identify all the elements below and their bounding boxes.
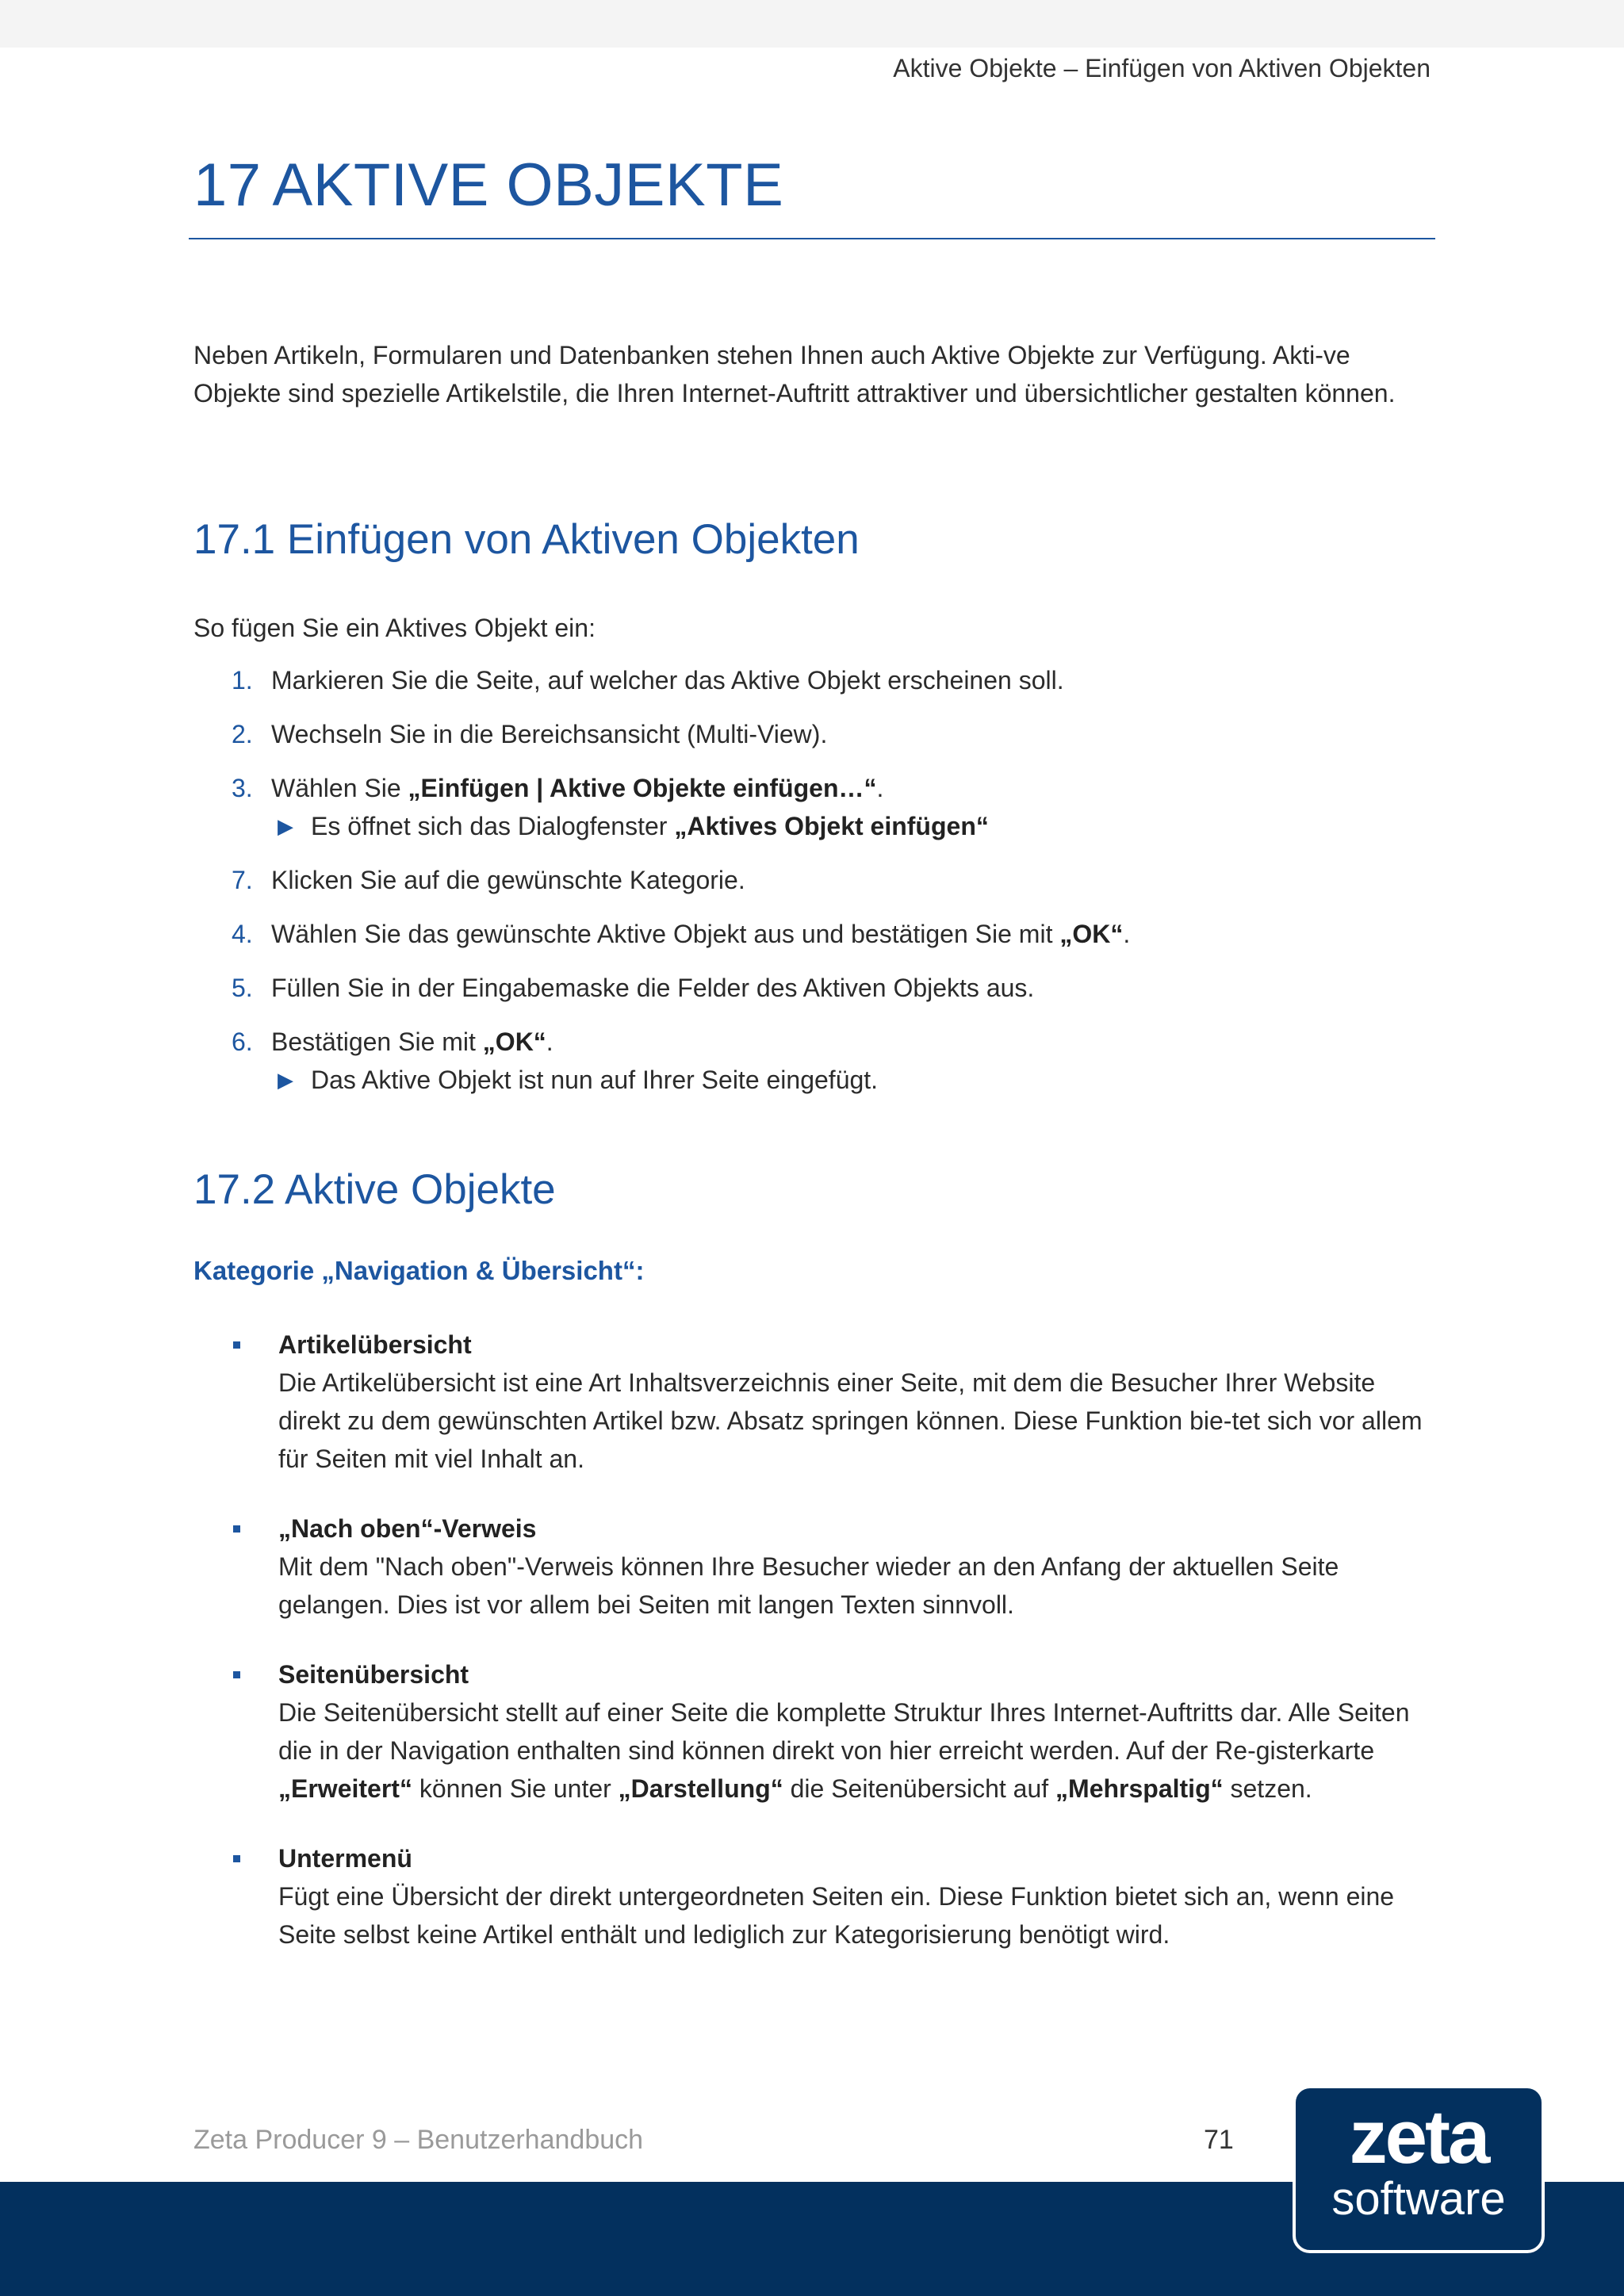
item-description-a: Die Seitenübersicht stellt auf einer Seite die komplette Struktur Ihres Internet-Auftritts dar. Alle Seiten die in der Navigation enthalten sind können direkt von hier erreicht werden. Auf der Re-gisterkarte bbox=[278, 1698, 1410, 1765]
footer-book-title: Zeta Producer 9 – Benutzerhandbuch bbox=[193, 2125, 644, 2155]
ok-label: „OK“ bbox=[482, 1027, 546, 1056]
step-item bbox=[193, 861, 1435, 899]
step-text-post: . bbox=[876, 774, 884, 802]
chapter-title-text: AKTIVE OBJEKTE bbox=[272, 151, 784, 219]
item-title: „Nach oben“-Verweis bbox=[278, 1514, 537, 1543]
square-bullet-icon bbox=[233, 1341, 240, 1349]
item-title: Artikelübersicht bbox=[278, 1330, 472, 1359]
step-text-pre: Bestätigen Sie mit bbox=[271, 1027, 483, 1056]
list-item bbox=[193, 1326, 1435, 1478]
item-title: Untermenü bbox=[278, 1844, 412, 1873]
item-description: Mit dem "Nach oben"-Verweis können Ihre Besucher wieder an den Anfang der aktuellen Seite gelangen. Dies ist vor allem bei Seiten mit langen Texten sinnvoll. bbox=[278, 1552, 1339, 1619]
square-bullet-icon bbox=[233, 1525, 240, 1533]
right-triangle-icon: ▶ bbox=[278, 1068, 293, 1092]
item-description-c: die Seitenübersicht auf bbox=[783, 1774, 1056, 1803]
step-text: Füllen Sie in der Eingabemaske die Felder des Aktiven Objekts aus. bbox=[271, 974, 1035, 1002]
item-description-d: setzen. bbox=[1223, 1774, 1312, 1803]
square-bullet-icon bbox=[233, 1855, 240, 1862]
step-number: 3. bbox=[232, 774, 253, 802]
step-text-post: . bbox=[1123, 920, 1131, 948]
step-menu-path: „Einfügen | Aktive Objekte einfügen…“ bbox=[408, 774, 877, 802]
option-group-name: „Darstellung“ bbox=[618, 1774, 783, 1803]
step-text: Markieren Sie die Seite, auf welcher das Aktive Objekt erscheinen soll. bbox=[271, 666, 1064, 695]
step-number: 7. bbox=[232, 866, 253, 894]
list-item bbox=[193, 1839, 1435, 1954]
item-title: Seitenübersicht bbox=[278, 1660, 469, 1689]
step-number: 6. bbox=[232, 1027, 253, 1056]
right-triangle-icon: ▶ bbox=[278, 814, 293, 838]
tab-name: „Erweitert“ bbox=[278, 1774, 412, 1803]
step-number: 2. bbox=[232, 720, 253, 748]
step-result bbox=[271, 1061, 1435, 1099]
step-result bbox=[271, 807, 1435, 845]
step-item bbox=[193, 915, 1435, 953]
list-item bbox=[193, 1510, 1435, 1624]
chapter-title-rule bbox=[189, 238, 1435, 239]
ok-label: „OK“ bbox=[1059, 920, 1124, 948]
step-text: Wechseln Sie in die Bereichsansicht (Multi-View). bbox=[271, 720, 828, 748]
chapter-title bbox=[193, 151, 783, 220]
zeta-software-logo bbox=[1293, 2085, 1545, 2253]
logo-wordmark: zeta bbox=[1349, 2095, 1488, 2179]
option-value: „Mehrspaltig“ bbox=[1055, 1774, 1224, 1803]
section-heading-17-1: 17.1 Einfügen von Aktiven Objekten bbox=[193, 516, 860, 563]
step-result-pre: Es öffnet sich das Dialogfenster bbox=[311, 812, 675, 840]
running-header: Aktive Objekte – Einfügen von Aktiven Objekten bbox=[893, 54, 1431, 82]
step-text-pre: Wählen Sie bbox=[271, 774, 408, 802]
intro-paragraph: Neben Artikeln, Formularen und Datenbanken stehen Ihnen auch Aktive Objekte zur Verfügung. Akti-ve Objekte sind spezielle Artikelstile, die Ihren Internet-Auftritt attraktiver und übersichtlicher gestalten können. bbox=[193, 341, 1396, 408]
list-item bbox=[193, 1655, 1435, 1808]
step-item bbox=[193, 661, 1435, 699]
step-item bbox=[193, 715, 1435, 753]
page-number: 71 bbox=[1204, 2125, 1234, 2155]
top-margin-band bbox=[0, 0, 1624, 48]
dialog-name: „Aktives Objekt einfügen“ bbox=[674, 812, 989, 840]
item-description: Die Artikelübersicht ist eine Art Inhaltsverzeichnis einer Seite, mit dem die Besucher Ihrer Website direkt zu dem gewünschten Artikel bzw. Absatz springen können. Diese Funktion bie-tet sich vor allem für Seiten mit viel Inhalt an. bbox=[278, 1368, 1423, 1473]
category-label: Kategorie „Navigation & Übersicht“: bbox=[193, 1256, 645, 1285]
steps-lead: So fügen Sie ein Aktives Objekt ein: bbox=[193, 614, 596, 642]
steps-list bbox=[193, 661, 1435, 1115]
step-item bbox=[193, 1023, 1435, 1099]
active-objects-list bbox=[193, 1326, 1435, 1985]
step-number: 5. bbox=[232, 974, 253, 1002]
step-number: 4. bbox=[232, 920, 253, 948]
chapter-number: 17 bbox=[193, 151, 262, 219]
logo-subtitle: software bbox=[1331, 2173, 1506, 2225]
step-item bbox=[193, 769, 1435, 845]
item-description-b: können Sie unter bbox=[412, 1774, 619, 1803]
step-text: Klicken Sie auf die gewünschte Kategorie. bbox=[271, 866, 745, 894]
step-text-pre: Wählen Sie das gewünschte Aktive Objekt aus und bestätigen Sie mit bbox=[271, 920, 1060, 948]
step-result-text: Das Aktive Objekt ist nun auf Ihrer Seite eingefügt. bbox=[311, 1066, 879, 1094]
item-description: Fügt eine Übersicht der direkt untergeordneten Seiten ein. Diese Funktion bietet sich an, wenn eine Seite selbst keine Artikel enthält und lediglich zur Kategorisierung benötigt wird. bbox=[278, 1882, 1395, 1949]
step-number: 1. bbox=[232, 666, 253, 695]
step-text-post: . bbox=[546, 1027, 553, 1056]
step-item bbox=[193, 969, 1435, 1007]
square-bullet-icon bbox=[233, 1671, 240, 1678]
section-heading-17-2: 17.2 Aktive Objekte bbox=[193, 1166, 556, 1213]
